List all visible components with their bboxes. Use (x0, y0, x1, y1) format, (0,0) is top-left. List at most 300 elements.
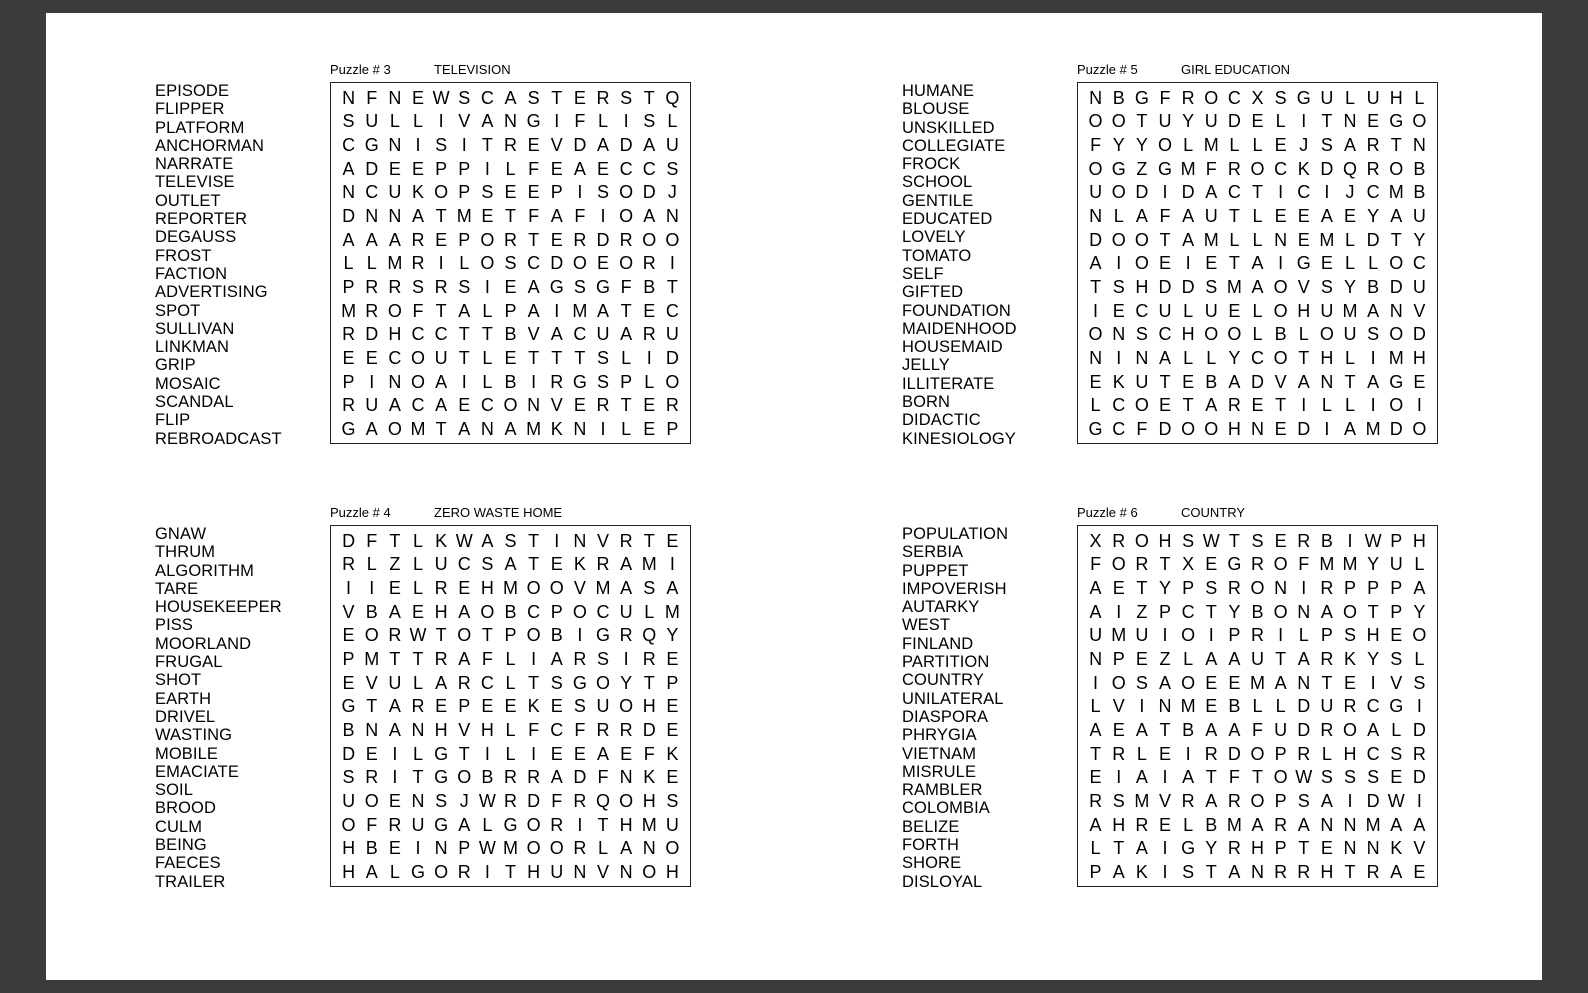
grid-letter: D (1297, 720, 1311, 741)
grid-letter: E (1274, 419, 1287, 440)
grid-letter: E (643, 395, 656, 416)
grid-letter: D (1412, 324, 1426, 345)
grid-letter: N (619, 862, 633, 883)
grid-letter: R (1250, 625, 1264, 646)
grid-letter: D (365, 158, 379, 179)
grid-letter: I (461, 371, 467, 392)
grid-letter: F (620, 277, 632, 298)
grid-letter: O (642, 862, 657, 883)
grid-letter: P (1158, 601, 1171, 622)
grid-letter: T (1136, 578, 1148, 599)
grid-letter: N (665, 206, 679, 227)
grid-letter: S (1344, 767, 1357, 788)
grid-letter: S (342, 111, 355, 132)
grid-letter: M (1226, 277, 1242, 298)
grid-letter: O (1250, 743, 1265, 764)
puzzle-header (1077, 62, 1290, 78)
grid-letter: O (1134, 530, 1149, 551)
grid-letter: F (574, 720, 586, 741)
grid-letter: N (1089, 206, 1103, 227)
grid-letter: G (434, 743, 449, 764)
grid-letter: M (1319, 229, 1335, 250)
grid-letter: T (1251, 182, 1263, 203)
grid-letter: P (435, 158, 448, 179)
grid-letter: T (1367, 601, 1379, 622)
grid-letter: E (597, 253, 610, 274)
grid-letter: W (1202, 530, 1220, 551)
grid-letter: E (1390, 625, 1403, 646)
grid-letter: R (1135, 814, 1149, 835)
grid-letter: R (596, 87, 610, 108)
grid-letter: M (595, 578, 611, 599)
grid-letter: I (1139, 696, 1145, 717)
grid-letter: T (574, 348, 586, 369)
grid-letter: R (1181, 87, 1195, 108)
grid-letter: R (619, 229, 633, 250)
grid-letter: O (1111, 672, 1126, 693)
grid-letter: A (597, 743, 610, 764)
puzzle-title: GIRL EDUCATION (1181, 62, 1291, 77)
grid-letter: O (596, 672, 611, 693)
grid-letter: A (1251, 814, 1264, 835)
grid-letter: F (366, 87, 378, 108)
grid-letter: A (1413, 814, 1426, 835)
grid-letter: O (1273, 767, 1288, 788)
grid-letter: A (1228, 649, 1241, 670)
grid-letter: Y (1228, 601, 1241, 622)
grid-letter: M (1388, 182, 1404, 203)
grid-letter: T (389, 649, 401, 670)
grid-letter: I (1116, 348, 1122, 369)
grid-letter: T (597, 814, 609, 835)
grid-letter: Y (1182, 111, 1195, 132)
grid-letter: B (1251, 601, 1264, 622)
grid-letter: R (642, 253, 656, 274)
grid-letter: C (665, 300, 679, 321)
grid-letter: T (481, 324, 493, 345)
grid-letter: A (643, 135, 656, 156)
grid-letter: L (621, 348, 632, 369)
grid-letter: T (528, 530, 540, 551)
grid-letter: I (669, 253, 675, 274)
grid-letter: M (502, 838, 518, 859)
grid-letter: D (1181, 277, 1195, 298)
grid-letter: Q (596, 791, 611, 812)
grid-letter: O (526, 838, 541, 859)
word-list-item: FRUGAL (155, 653, 223, 672)
grid-letter: S (597, 649, 610, 670)
grid-letter: R (573, 649, 587, 670)
grid-letter: N (365, 720, 379, 741)
grid-letter: P (458, 182, 471, 203)
grid-letter: N (1274, 229, 1288, 250)
grid-letter: C (411, 324, 425, 345)
grid-letter: R (411, 696, 425, 717)
word-list-item: REPORTER (155, 210, 248, 229)
grid-letter: O (364, 625, 379, 646)
grid-letter: P (342, 371, 355, 392)
grid-letter: L (505, 158, 516, 179)
grid-letter: I (1116, 601, 1122, 622)
grid-letter: O (1088, 111, 1103, 132)
grid-letter: P (504, 300, 517, 321)
grid-letter: T (435, 625, 447, 646)
grid-letter: D (573, 767, 587, 788)
grid-letter: I (484, 862, 490, 883)
grid-letter: L (1345, 87, 1356, 108)
word-list-item: MOBILE (155, 744, 218, 763)
grid-letter: R (1343, 696, 1357, 717)
grid-letter: D (1366, 229, 1380, 250)
grid-letter: E (573, 87, 586, 108)
grid-letter: L (1414, 649, 1425, 670)
grid-letter: S (1367, 767, 1380, 788)
grid-letter: A (666, 578, 679, 599)
grid-letter: G (1088, 419, 1103, 440)
grid-letter: U (1089, 625, 1103, 646)
grid-letter: A (435, 672, 448, 693)
grid-letter: E (342, 672, 355, 693)
word-list-item: PUPPET (902, 561, 969, 580)
grid-letter: Z (389, 554, 401, 575)
grid-letter: R (527, 767, 541, 788)
grid-letter: T (1390, 135, 1402, 156)
grid-letter: D (665, 348, 679, 369)
grid-letter: R (434, 277, 448, 298)
grid-letter: U (1250, 649, 1264, 670)
grid-letter: R (573, 229, 587, 250)
grid-letter: I (1162, 182, 1168, 203)
grid-letter: U (1320, 300, 1334, 321)
grid-letter: D (1320, 158, 1334, 179)
grid-letter: E (666, 720, 679, 741)
grid-letter: P (458, 838, 471, 859)
grid-letter: N (1089, 649, 1103, 670)
grid-letter: L (412, 743, 423, 764)
grid-letter: N (1343, 838, 1357, 859)
word-list-item: HOUSEKEEPER (155, 598, 282, 617)
grid-letter: R (503, 767, 517, 788)
grid-letter: B (504, 371, 517, 392)
grid-letter: F (1298, 554, 1310, 575)
grid-letter: L (1229, 229, 1240, 250)
grid-letter: G (434, 814, 449, 835)
word-list-item: MOORLAND (155, 634, 252, 653)
grid-letter: M (1342, 300, 1358, 321)
grid-letter: S (458, 277, 471, 298)
grid-letter: I (1301, 578, 1307, 599)
grid-letter: M (572, 300, 588, 321)
grid-letter: R (1181, 791, 1195, 812)
grid-letter: E (458, 395, 471, 416)
grid-letter: S (1390, 743, 1403, 764)
grid-letter: B (1228, 696, 1241, 717)
grid-letter: B (550, 625, 563, 646)
grid-letter: T (412, 767, 424, 788)
grid-letter: R (503, 229, 517, 250)
grid-letter: T (528, 229, 540, 250)
grid-letter: E (1158, 743, 1171, 764)
grid-letter: R (573, 838, 587, 859)
grid-letter: I (531, 743, 537, 764)
grid-letter: U (1089, 182, 1103, 203)
grid-letter: I (1370, 672, 1376, 693)
grid-letter: A (1112, 862, 1125, 883)
word-list (155, 525, 282, 891)
grid-letter: S (666, 791, 679, 812)
grid-letter: E (1205, 672, 1218, 693)
grid-letter: T (620, 395, 632, 416)
grid-letter: S (1390, 649, 1403, 670)
grid-letter: S (597, 348, 610, 369)
grid-letter: A (435, 371, 448, 392)
word-list-item: EMACIATE (155, 762, 239, 781)
grid-letter: N (1158, 696, 1172, 717)
grid-letter: L (412, 672, 423, 693)
grid-letter: T (620, 300, 632, 321)
grid-letter: H (1112, 814, 1126, 835)
grid-letter: A (1205, 182, 1218, 203)
grid-letter: L (1414, 554, 1425, 575)
grid-letter: R (365, 767, 379, 788)
grid-letter: S (1297, 791, 1310, 812)
grid-letter: O (1134, 229, 1149, 250)
word-list-item: FAECES (155, 854, 221, 873)
grid-letter: E (435, 696, 448, 717)
grid-letter: N (434, 838, 448, 859)
grid-letter: G (1389, 111, 1404, 132)
grid-letter: T (1159, 554, 1171, 575)
grid-letter: N (388, 135, 402, 156)
grid-letter: E (1135, 649, 1148, 670)
word-list-item: SOIL (155, 781, 194, 800)
grid-letter: O (526, 625, 541, 646)
grid-letter: I (438, 253, 444, 274)
grid-letter: D (1389, 277, 1403, 298)
grid-letter: O (1389, 158, 1404, 179)
grid-letter: W (432, 87, 450, 108)
grid-letter: P (1274, 791, 1287, 812)
grid-letter: A (550, 767, 563, 788)
grid-letter: L (598, 111, 609, 132)
grid-letter: P (504, 625, 517, 646)
grid-letter: I (1208, 625, 1214, 646)
word-list-item: LOVELY (902, 228, 966, 247)
grid-letter: U (1412, 277, 1426, 298)
grid-letter: S (550, 672, 563, 693)
word-list-item: UNILATERAL (902, 689, 1004, 708)
grid-letter: M (341, 300, 357, 321)
grid-letter: I (461, 135, 467, 156)
grid-letter: L (1090, 696, 1101, 717)
grid-letter: S (481, 182, 494, 203)
grid-letter: T (643, 87, 655, 108)
word-list-item: ALGORITHM (155, 561, 254, 580)
word-list-item: KINESIOLOGY (902, 429, 1016, 448)
word-list-item: LINKMAN (155, 338, 230, 357)
grid-letter: E (1413, 371, 1426, 392)
grid-letter: E (411, 87, 424, 108)
grid-letter: F (551, 791, 563, 812)
grid-letter: H (642, 791, 656, 812)
grid-letter: L (1321, 395, 1332, 416)
grid-letter: O (1181, 672, 1196, 693)
grid-letter: S (1320, 277, 1333, 298)
grid-letter: B (1274, 324, 1287, 345)
grid-letter: O (1134, 395, 1149, 416)
grid-letter: M (1134, 791, 1150, 812)
grid-letter: L (343, 253, 354, 274)
grid-letter: A (550, 649, 563, 670)
word-list-item: REBROADCAST (155, 429, 282, 448)
grid-letter: G (596, 277, 611, 298)
grid-letter: E (1158, 253, 1171, 274)
grid-letter: T (643, 672, 655, 693)
grid-letter: A (458, 649, 471, 670)
grid-letter: A (504, 87, 517, 108)
grid-letter: I (669, 554, 675, 575)
grid-letter: G (572, 672, 587, 693)
grid-letter: Q (665, 87, 680, 108)
grid-letter: U (365, 395, 379, 416)
grid-letter: R (1274, 862, 1288, 883)
grid-letter: R (388, 625, 402, 646)
grid-letter: E (666, 649, 679, 670)
grid-letter: U (388, 672, 402, 693)
grid-letter: H (527, 862, 541, 883)
grid-letter: E (1251, 111, 1264, 132)
grid-letter: O (1134, 253, 1149, 274)
word-list-item: EDUCATED (902, 210, 993, 229)
word-list-item: EPISODE (155, 82, 230, 100)
word-list-item: GENTILE (902, 191, 974, 210)
grid-letter: P (1390, 601, 1403, 622)
grid-letter: A (388, 229, 401, 250)
grid-letter: E (1089, 371, 1102, 392)
grid-letter: U (1274, 720, 1288, 741)
grid-letter: L (505, 672, 516, 693)
grid-letter: F (574, 206, 586, 227)
grid-letter: N (1135, 348, 1149, 369)
grid-letter: P (458, 696, 471, 717)
grid-letter: E (573, 395, 586, 416)
grid-letter: N (1274, 578, 1288, 599)
grid-letter: I (415, 838, 421, 859)
grid-letter: D (573, 135, 587, 156)
grid-letter: A (1089, 578, 1102, 599)
grid-letter: N (1297, 601, 1311, 622)
grid-letter: V (1297, 277, 1310, 298)
grid-letter: H (1297, 300, 1311, 321)
grid-letter: O (1319, 324, 1334, 345)
grid-letter: X (1251, 87, 1264, 108)
grid-letter: T (1136, 111, 1148, 132)
grid-letter: Z (1159, 649, 1171, 670)
grid-letter: N (342, 87, 356, 108)
word-list-item: TRAILER (155, 872, 226, 891)
grid-letter: J (459, 791, 469, 812)
grid-letter: U (1412, 206, 1426, 227)
grid-letter: E (550, 696, 563, 717)
grid-letter: D (1250, 371, 1264, 392)
grid-letter: E (1205, 554, 1218, 575)
grid-letter: H (1135, 277, 1149, 298)
grid-letter: O (1157, 135, 1172, 156)
grid-letter: A (435, 395, 448, 416)
grid-letter: L (1090, 838, 1101, 859)
grid-letter: E (411, 601, 424, 622)
grid-letter: E (435, 229, 448, 250)
grid-letter: R (596, 554, 610, 575)
grid-letter: F (1136, 419, 1148, 440)
grid-letter: H (1250, 838, 1264, 859)
grid-letter: P (1274, 838, 1287, 859)
grid-letter: I (1278, 625, 1284, 646)
grid-letter: M (456, 206, 472, 227)
grid-letter: A (458, 601, 471, 622)
grid-letter: Y (1413, 229, 1426, 250)
grid-letter: A (620, 838, 633, 859)
grid-letter: M (1226, 814, 1242, 835)
grid-letter: R (1135, 554, 1149, 575)
grid-letter: D (619, 135, 633, 156)
grid-letter: L (389, 111, 400, 132)
word-list-item: BORN (902, 393, 951, 412)
word-list-item: COUNTRY (902, 671, 984, 690)
grid-letter: S (481, 554, 494, 575)
grid-letter: R (1250, 554, 1264, 575)
grid-letter: S (1413, 672, 1426, 693)
grid-letter: T (389, 530, 401, 551)
grid-letter: E (1182, 371, 1195, 392)
grid-letter: V (1413, 838, 1426, 859)
grid-letter: R (434, 578, 448, 599)
grid-letter: N (388, 371, 402, 392)
grid-letter: V (458, 111, 471, 132)
grid-letter: T (1205, 601, 1217, 622)
grid-letter: H (1227, 419, 1241, 440)
grid-letter: S (666, 158, 679, 179)
grid-letter: I (1370, 395, 1376, 416)
grid-letter: R (1297, 862, 1311, 883)
grid-letter: P (1367, 578, 1380, 599)
grid-letter: S (527, 87, 540, 108)
grid-letter: M (1388, 348, 1404, 369)
grid-letter: T (1275, 649, 1287, 670)
word-list-item: FORTH (902, 836, 960, 855)
grid-letter: M (1111, 625, 1127, 646)
grid-letter: C (527, 601, 541, 622)
grid-letter: E (1112, 720, 1125, 741)
grid-letter: W (455, 530, 473, 551)
word-list-item: DRIVEL (155, 707, 216, 726)
grid-letter: U (1204, 206, 1218, 227)
grid-letter: O (1273, 601, 1288, 622)
word-list-item: FLIP (155, 411, 191, 430)
grid-letter: N (1343, 111, 1357, 132)
grid-letter: Y (666, 625, 679, 646)
word-list-item: BLOUSE (902, 100, 970, 119)
grid-letter: I (1347, 530, 1353, 551)
word-list-item: BEING (155, 836, 207, 855)
grid-letter: A (1344, 419, 1357, 440)
grid-letter: K (573, 554, 586, 575)
grid-letter: E (666, 696, 679, 717)
grid-letter: L (505, 743, 516, 764)
grid-letter: R (596, 395, 610, 416)
grid-letter: S (1251, 530, 1264, 551)
grid-letter: H (1158, 530, 1172, 551)
